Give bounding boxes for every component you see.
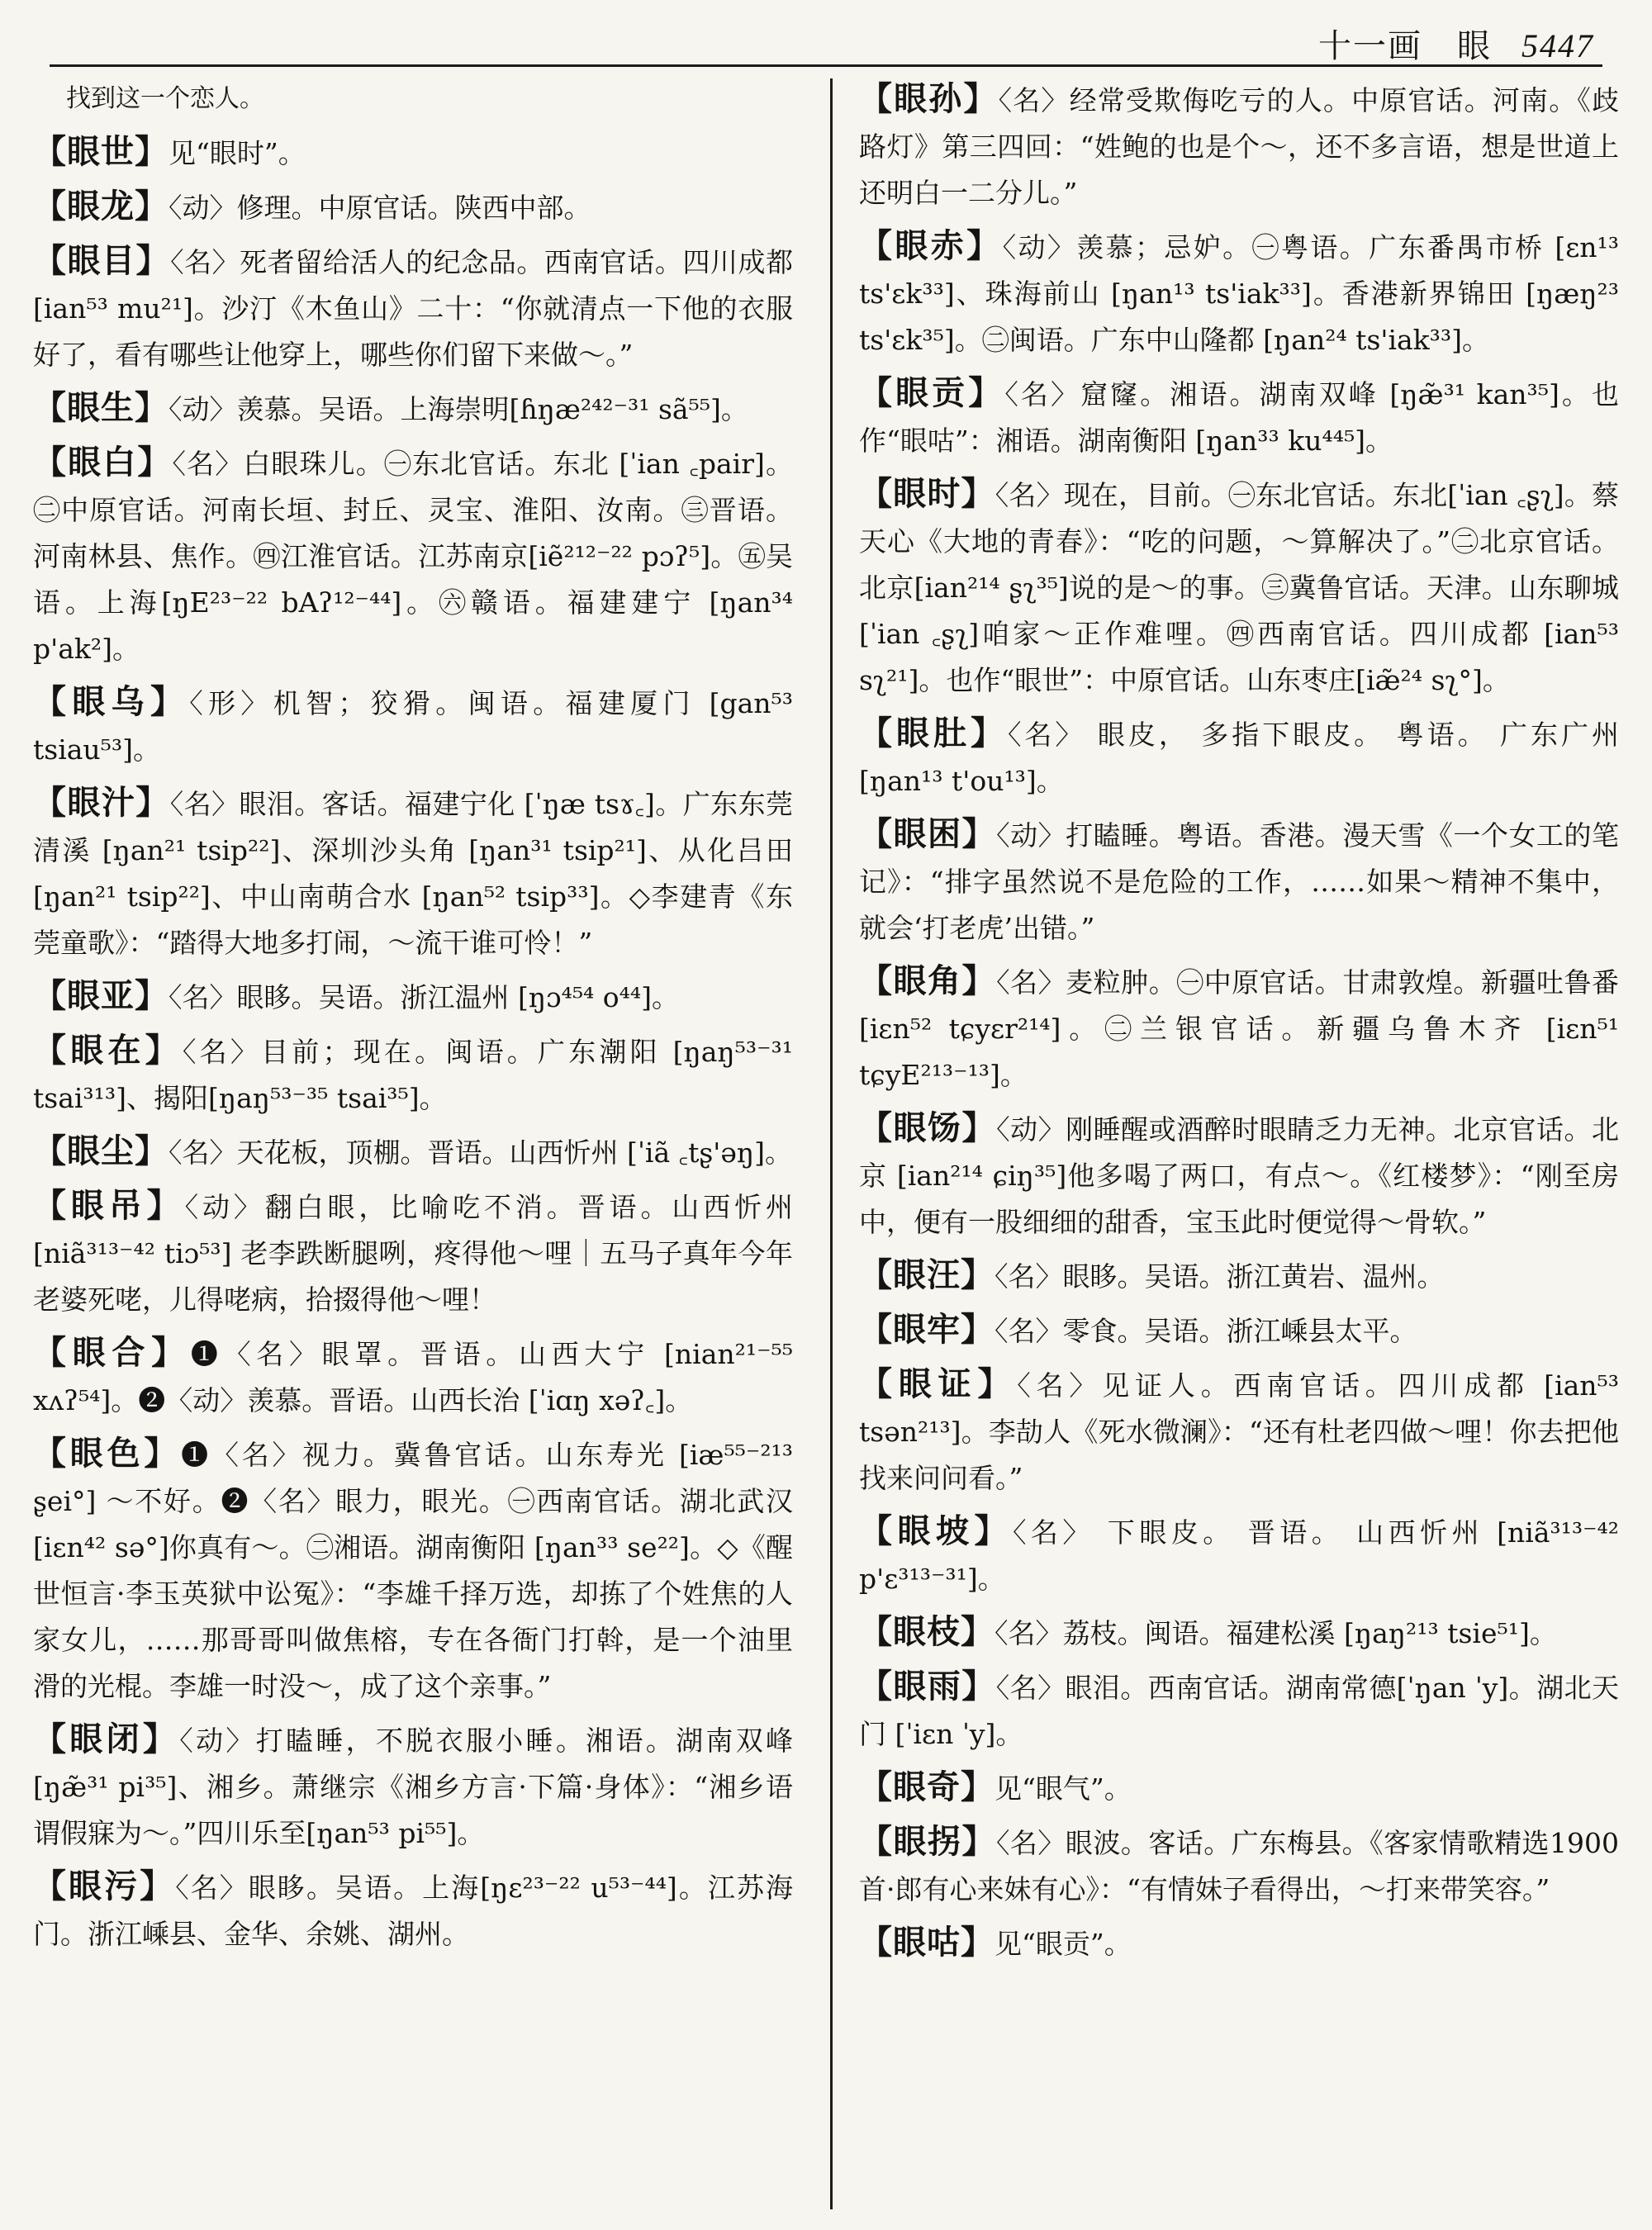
entry-definition: 〈名〉白眼珠儿。㊀东北官话。东北 [ˈian ꜀pair]。㊁中原官话。河南长垣、封丘、灵宝、淮阳、汝南。㊂晋语。河南林县、焦作。㊃江淮官话。江苏南京[iẽ²¹²⁻²² pɔʔ⁵]。㊄吴语。上海[ŋE²³⁻²² bAʔ¹²⁻⁴⁴]。㊅赣语。福建建宁 [ŋan³⁴ p'ak²]。 <box>33 448 793 665</box>
entry-headword: 【眼污】 <box>33 1867 176 1905</box>
dictionary-entry <box>859 1919 1619 1967</box>
entry-definition: 〈名〉眼波。客话。广东梅县。《客家情歌精选1900首·郎有心来妹有心》：“有情妹子看得出，～打来带笑容。” <box>859 1827 1619 1905</box>
entry-definition: 〈名〉零食。吴语。浙江嵊县太平。 <box>995 1315 1417 1347</box>
entry-headword: 【眼白】 <box>33 443 173 482</box>
entry-headword: 【眼吊】 <box>33 1186 185 1225</box>
entry-definition: 〈形〉机智；狡猾。闽语。福建厦门 [gan⁵³ tsiau⁵³]。 <box>33 687 793 766</box>
section-label: 十一画 眼 <box>1318 27 1492 65</box>
page-header <box>50 15 1602 67</box>
entry-definition: 〈名〉天花板，顶棚。晋语。山西忻州 [ˈiã ꜀tʂ'əŋ]。 <box>169 1136 792 1169</box>
column-divider <box>830 78 833 2209</box>
entry-definition: 〈名〉经常受欺侮吃亏的人。中原官话。河南。《歧路灯》第三四回：“姓鲍的也是个～，还不多言语，想是世道上还明白一二分儿。” <box>859 84 1619 209</box>
entry-definition: 〈动〉羡慕。吴语。上海崇明[ɦŋæ²⁴²⁻³¹ sã⁵⁵]。 <box>169 393 748 425</box>
entry-definition: 〈名〉死者留给活人的纪念品。西南官话。四川成都 [ian⁵³ mu²¹]。沙汀《木鱼山》二十：“你就清点一下他的衣服好了，看有哪些让他穿上，哪些你们留下来做～。” <box>33 246 793 371</box>
entry-headword: 【眼生】 <box>33 388 169 427</box>
left-column <box>33 76 793 2213</box>
dictionary-entry <box>859 76 1619 216</box>
entry-headword: 【眼乌】 <box>33 682 190 721</box>
entry-definition: 见“眼气”。 <box>995 1772 1132 1805</box>
dictionary-entry <box>859 1105 1619 1245</box>
dictionary-entry <box>33 385 793 433</box>
dictionary-entry <box>33 238 793 378</box>
entry-headword: 【眼尘】 <box>33 1132 169 1170</box>
entry-headword: 【眼咕】 <box>859 1923 995 1962</box>
dictionary-entry <box>859 1361 1619 1502</box>
entry-headword: 【眼汪】 <box>859 1255 995 1294</box>
dictionary-entry <box>859 1819 1619 1913</box>
entry-definition: 见“眼贡”。 <box>995 1928 1132 1960</box>
entry-definition: 〈名〉眼泪。客话。福建宁化 [ˈŋæ tsɤ꜀]。广东东莞清溪 [ŋan²¹ tsip²²]、深圳沙头角 [ŋan³¹ tsip²¹]、从化吕田 [ŋan²¹ tsip²²]、中山南萌合水 [ŋan⁵² tsip³³]。◇李建青《东莞童歌》：“踏得大地多打闹，～流干谁可怜！” <box>33 788 793 959</box>
dictionary-entry <box>859 1307 1619 1355</box>
entry-headword: 【眼角】 <box>859 961 997 1000</box>
entry-headword: 【眼闭】 <box>33 1720 180 1758</box>
dictionary-entry <box>859 223 1619 363</box>
dictionary-entry <box>859 370 1619 464</box>
dictionary-entry <box>33 973 793 1021</box>
entry-headword: 【眼亚】 <box>33 976 169 1015</box>
entry-headword: 【眼雨】 <box>859 1667 996 1706</box>
entry-definition: 〈名〉窟窿。湘语。湖南双峰 [ŋæ̃³¹ kan³⁵]。也作“眼咕”：湘语。湖南衡阳 [ŋan³³ ku⁴⁴⁵]。 <box>859 378 1619 457</box>
entry-headword: 【眼龙】 <box>33 187 169 225</box>
entry-headword: 【眼汁】 <box>33 783 170 822</box>
entry-definition: 〈名〉眼眵。吴语。浙江温州 [ŋɔ⁴⁵⁴ o⁴⁴]。 <box>169 981 679 1013</box>
dictionary-entry <box>33 76 793 122</box>
entry-definition: 〈动〉打瞌睡，不脱衣服小睡。湘语。湖南双峰[ŋæ̃³¹ pi³⁵]、湘乡。萧继宗《湘乡方言·下篇·身体》：“湘乡语谓假寐为～。”四川乐至[ŋan⁵³ pi⁵⁵]。 <box>33 1725 793 1849</box>
dictionary-entry <box>859 1252 1619 1300</box>
entry-headword: 【眼世】 <box>33 132 169 171</box>
dictionary-entry <box>859 471 1619 704</box>
entry-headword: 【眼牢】 <box>859 1310 995 1349</box>
dictionary-entry <box>33 1431 793 1710</box>
entry-headword: 【眼在】 <box>33 1031 183 1070</box>
entry-headword: 【眼孙】 <box>859 79 999 118</box>
entry-definition: 〈名〉 下眼皮。 晋语。 山西忻州 [niã³¹³⁻⁴² p'ɛ³¹³⁻³¹]。 <box>859 1516 1619 1595</box>
entry-definition: 〈名〉麦粒肿。㊀中原官话。甘肃敦煌。新疆吐鲁番 [iɛn⁵² tɕyɛr²¹⁴]。㊁兰银官话。新疆乌鲁木齐 [iɛn⁵¹ tɕyE²¹³⁻¹³]。 <box>859 966 1619 1091</box>
entry-headword: 【眼时】 <box>859 474 995 513</box>
dictionary-entry <box>33 1716 793 1857</box>
entry-definition: 〈动〉打瞌睡。粤语。香港。漫天雪《一个女工的笔记》：“排字虽然说不是危险的工作，……如果～精神不集中，就会‘打老虎’出错。” <box>859 819 1619 944</box>
page-number: 5447 <box>1521 27 1594 64</box>
entry-definition: ❶〈名〉眼罩。晋语。山西大宁 [nian²¹⁻⁵⁵ xʌʔ⁵⁴]。❷〈动〉羡慕。晋语。山西长治 [ˈiɑŋ xəʔ꜀]。 <box>33 1338 793 1416</box>
entry-definition: 〈动〉翻白眼，比喻吃不消。晋语。山西忻州 [niã³¹³⁻⁴² tiɔ⁵³] 老李跌断腿咧，疼得他～哩｜五马子真年今年老婆死咾，儿得咾病，拾掇得他～哩！ <box>33 1191 793 1316</box>
dictionary-entry <box>33 780 793 966</box>
entry-headword: 【眼证】 <box>859 1364 1018 1403</box>
dictionary-entry <box>33 1330 793 1424</box>
dictionary-entry <box>859 1764 1619 1812</box>
entry-headword: 【眼饧】 <box>859 1108 997 1147</box>
dictionary-entry <box>33 439 793 672</box>
dictionary-entry <box>859 710 1619 804</box>
entry-definition: 找到这一个恋人。 <box>66 84 264 113</box>
dictionary-entry <box>33 1027 793 1122</box>
dictionary-entry <box>33 679 793 773</box>
entry-headword: 【眼贡】 <box>859 373 1005 412</box>
entry-headword: 【眼肚】 <box>859 714 1008 752</box>
entry-headword: 【眼困】 <box>859 814 997 853</box>
dictionary-entry <box>33 1183 793 1323</box>
entry-definition: 〈名〉见证人。西南官话。四川成都 [ian⁵³ tsən²¹³]。李劼人《死水微澜》：“还有杜老四做～哩！你去把他找来问问看。” <box>859 1369 1619 1494</box>
entry-definition: 〈名〉眼泪。西南官话。湖南常德[ˈŋan ˈy]。湖北天门 [ˈiɛn ˈy]。 <box>859 1672 1619 1750</box>
entry-definition: 〈名〉现在，目前。㊀东北官话。东北[ˈian ꜀ʂʅ]。蔡天心《大地的青春》：“吃的问题，～算解决了。”㊁北京官话。北京[ian²¹⁴ ʂʅ³⁵]说的是～的事。㊂冀鲁官话。天津。山东聊城[ˈian ꜀ʂʅ]咱家～正作难哩。㊃西南官话。四川成都 [ian⁵³ sʅ²¹]。也作“眼世”：中原官话。山东枣庄[iæ̃²⁴ sʅ°]。 <box>859 479 1619 696</box>
entry-definition: 〈名〉眼眵。吴语。浙江黄岩、温州。 <box>995 1260 1445 1293</box>
entry-headword: 【眼拐】 <box>859 1822 996 1861</box>
entry-headword: 【眼奇】 <box>859 1767 995 1806</box>
entry-definition: 〈名〉眼眵。吴语。上海[ŋɛ²³⁻²² u⁵³⁻⁴⁴]。江苏海门。浙江嵊县、金华、余姚、湖州。 <box>33 1872 793 1950</box>
dictionary-entry <box>33 1128 793 1176</box>
dictionary-entry <box>33 1863 793 1957</box>
entry-definition: 〈名〉目前；现在。闽语。广东潮阳 [ŋaŋ⁵³⁻³¹ tsai³¹³]、揭阳[ŋaŋ⁵³⁻³⁵ tsai³⁵]。 <box>33 1036 793 1114</box>
entry-definition: 〈名〉 眼皮， 多指下眼皮。 粤语。 广东广州 [ŋan¹³ t'ou¹³]。 <box>859 719 1619 797</box>
dictionary-entry <box>859 1508 1619 1602</box>
dictionary-entry <box>859 811 1619 951</box>
entry-definition: 〈名〉荔枝。闽语。福建松溪 [ŋaŋ²¹³ tsie⁵¹]。 <box>995 1617 1557 1649</box>
entry-definition: 〈动〉刚睡醒或酒醉时眼睛乏力无神。北京官话。北京 [ian²¹⁴ ɕiŋ³⁵]他多喝了两口，有点～。《红楼梦》：“刚至房中，便有一股细细的甜香，宝玉此时便觉得～骨软。” <box>859 1113 1619 1238</box>
entry-definition: 〈动〉羡慕；忌妒。㊀粤语。广东番禺市桥 [ɛn¹³ ts'ɛk³³]、珠海前山 [ŋan¹³ ts'iak³³]。香港新界锦田 [ŋæŋ²³ ts'ɛk³⁵]。㊁闽语。广东中山隆都 [ŋan²⁴ ts'iak³³]。 <box>859 231 1619 356</box>
dictionary-entry <box>859 1663 1619 1758</box>
entry-definition: ❶〈名〉视力。冀鲁官话。山东寿光 [iæ⁵⁵⁻²¹³ ʂei°] ～不好。❷〈名〉眼力，眼光。㊀西南官话。湖北武汉[iɛn⁴² sə°]你真有～。㊁湘语。湖南衡阳 [ŋan³³ se²²]。◇《醒世恒言·李玉英狱中讼冤》：“李雄千择万选，却拣了个姓焦的人家女儿，……那哥哥叫做焦榕，专在各衙门打斡，是一个油里滑的光棍。李雄一时没～，成了这个亲事。” <box>33 1439 793 1702</box>
dictionary-entry <box>859 1609 1619 1657</box>
right-column <box>859 76 1619 2213</box>
running-head <box>1318 20 1594 67</box>
entry-headword: 【眼坡】 <box>859 1511 1013 1550</box>
entry-headword: 【眼赤】 <box>859 226 1003 265</box>
entry-headword: 【眼目】 <box>33 241 171 280</box>
entry-headword: 【眼色】 <box>33 1434 182 1473</box>
dictionary-entry <box>859 958 1619 1098</box>
dictionary-entry <box>33 183 793 231</box>
entry-definition: 〈动〉修理。中原官话。陕西中部。 <box>169 192 591 224</box>
entry-headword: 【眼合】 <box>33 1333 191 1372</box>
entry-headword: 【眼枝】 <box>859 1612 995 1651</box>
dictionary-entry <box>33 129 793 177</box>
entry-definition: 见“眼时”。 <box>169 137 306 169</box>
